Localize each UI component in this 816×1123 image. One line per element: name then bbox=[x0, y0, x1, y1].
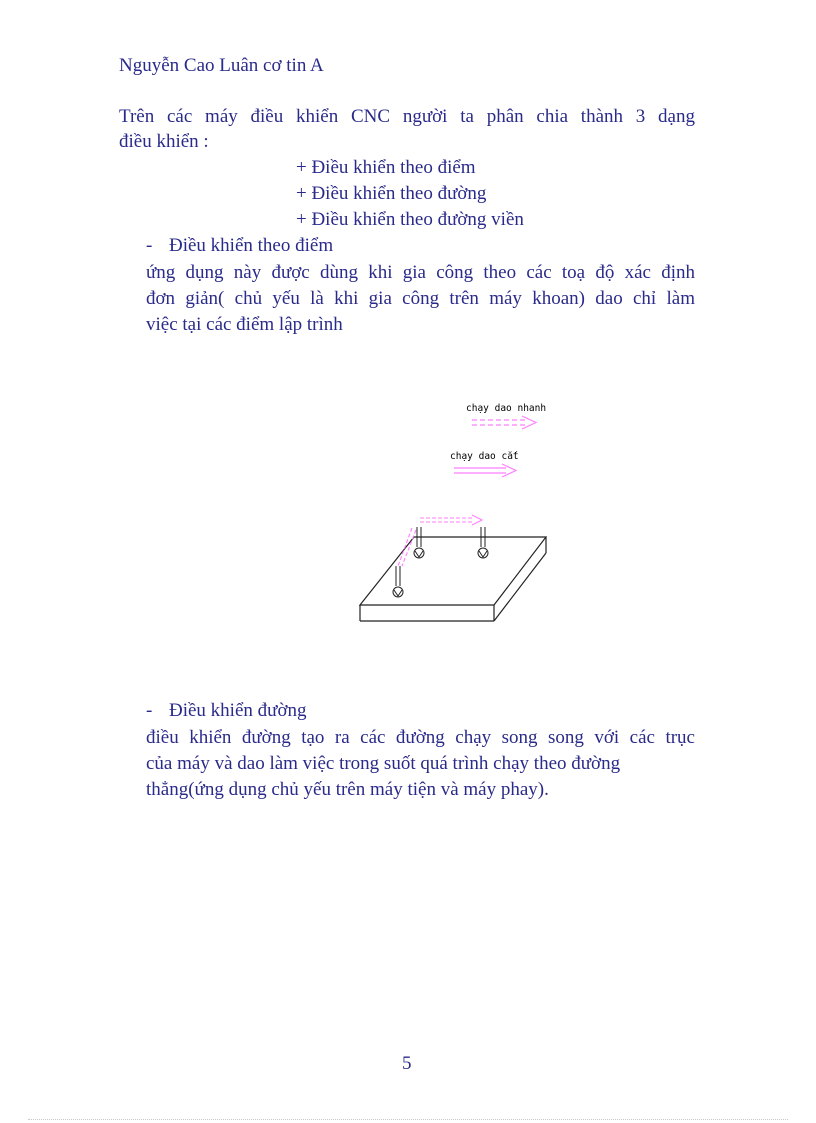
page-number: 5 bbox=[402, 1053, 412, 1074]
page-bottom-divider bbox=[28, 1119, 788, 1120]
section-point-line-1: ứng dụng này được dùng khi gia công theo các toạ độ xác định bbox=[146, 262, 695, 283]
intro-line-2: điều khiển : bbox=[119, 131, 209, 152]
section-point-bullet: - bbox=[146, 235, 153, 256]
intro-line-1: Trên các máy điều khiển CNC người ta phân chia thành 3 dạng bbox=[119, 106, 695, 127]
legend-rapid-label: chạy dao nhanh bbox=[466, 403, 547, 414]
section-line-bullet: - bbox=[146, 700, 153, 721]
section-line-line-3: thẳng(ứng dụng chủ yếu trên máy tiện và máy phay). bbox=[146, 779, 549, 800]
section-line-line-2: của máy và dao làm việc trong suốt quá trình chạy theo đường bbox=[146, 753, 621, 774]
legend-cut-arrow bbox=[454, 464, 516, 477]
section-point-line-3: việc tại các điểm lập trình bbox=[146, 314, 343, 335]
section-point-heading: Điều khiển theo điểm bbox=[169, 235, 334, 256]
legend-cut-label: chạy dao cắt bbox=[450, 451, 519, 462]
legend-rapid-arrow bbox=[472, 416, 536, 429]
section-point-line-2: đơn giản( chủ yếu là khi gia công trên máy khoan) dao chỉ làm bbox=[146, 288, 695, 309]
type-item-point: + Điều khiển theo điểm bbox=[296, 157, 476, 178]
workpiece-plate bbox=[360, 537, 546, 621]
section-line-heading: Điều khiển đường bbox=[169, 700, 307, 721]
type-item-contour: + Điều khiển theo đường viền bbox=[296, 209, 524, 230]
drill-point-2 bbox=[414, 548, 424, 558]
drill-point-3 bbox=[478, 548, 488, 558]
drill-point-1 bbox=[393, 587, 403, 597]
author-header: Nguyễn Cao Luân cơ tin A bbox=[119, 55, 324, 76]
section-line-line-1: điều khiển đường tạo ra các đường chạy song song với các trục bbox=[146, 727, 695, 748]
type-item-line: + Điều khiển theo đường bbox=[296, 183, 487, 204]
